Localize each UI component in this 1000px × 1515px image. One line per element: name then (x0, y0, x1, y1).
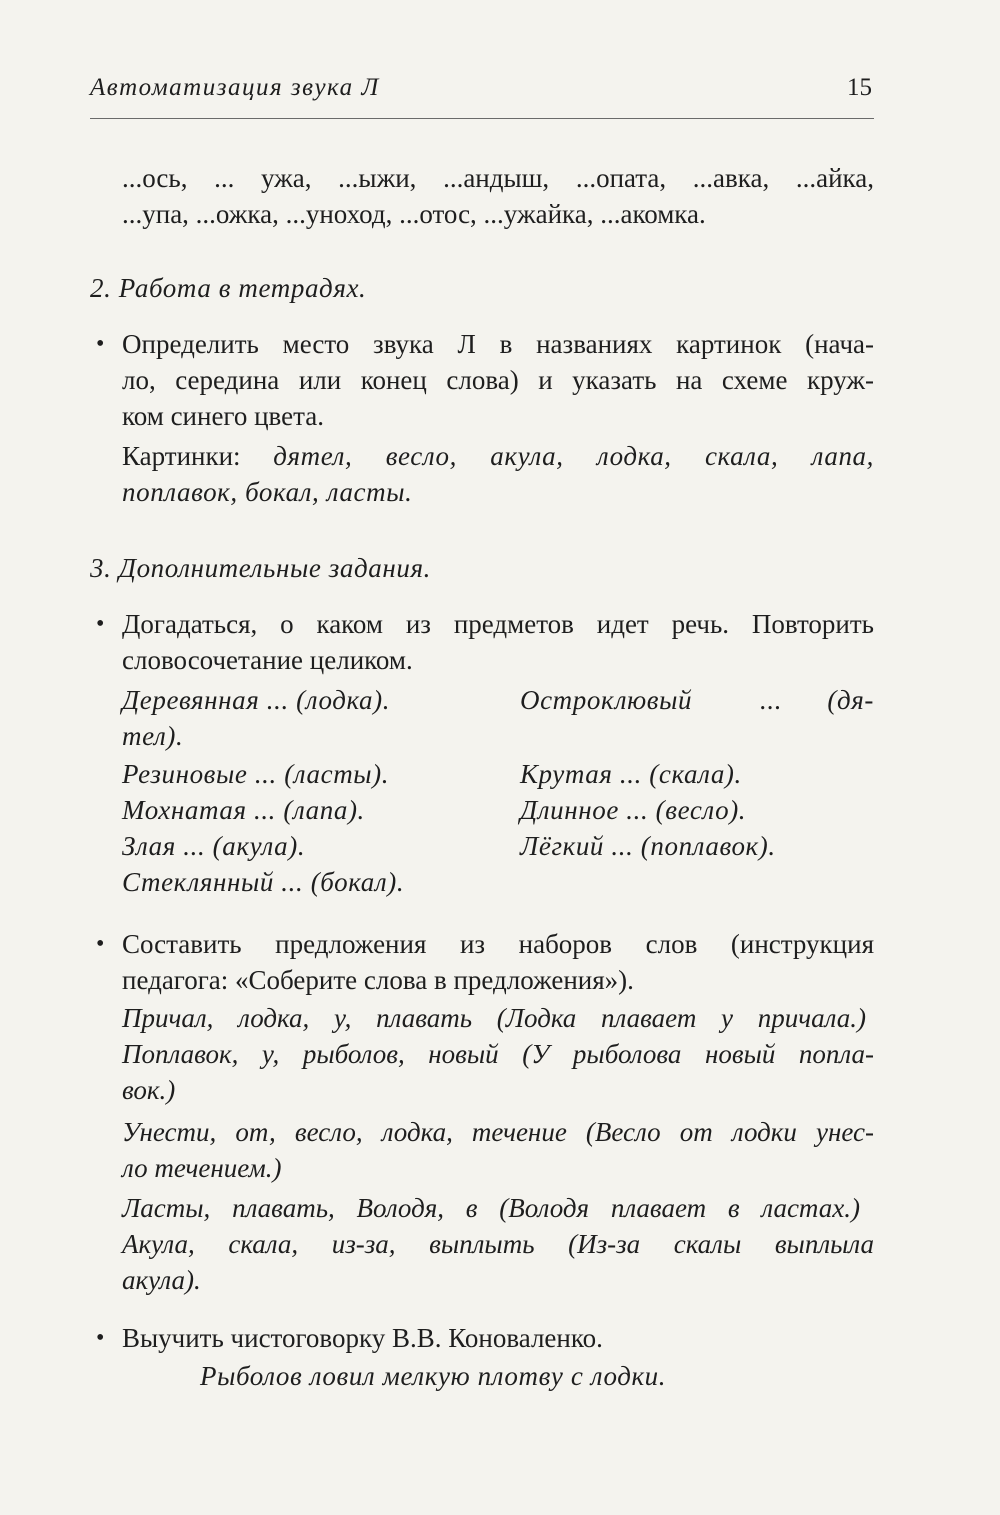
bullet-icon: • (96, 611, 105, 637)
pictures-list-1: дятел, весло, акула, лодка, скала, лапа, (273, 441, 874, 471)
task-2-line-2: педагога: «Соберите слова в предложения»). (122, 965, 634, 995)
sentence-1: Причал, лодка, у, плавать (Лодка плавает у причала.) (122, 1003, 866, 1033)
riddle-right-2: Крутая ... (скала). (520, 759, 742, 789)
bullet-icon: • (96, 331, 105, 357)
riddle-right-3: Длинное ... (весло). (520, 795, 747, 825)
sentence-5: Акула, скала, из-за, выплыть (Из-за скалы выплыла (122, 1229, 874, 1259)
riddle-left-3: Мохнатая ... (лапа). (122, 795, 365, 825)
pictures-line-2: поплавок, бокал, ласты. (122, 477, 413, 507)
riddle-right-4: Лёгкий ... (поплавок). (520, 831, 776, 861)
sentence-3: Унести, от, весло, лодка, течение (Весло от лодки унес- (122, 1117, 874, 1147)
section-2-text-2: ло, середина или конец слова) и указать на схеме круж- (122, 365, 874, 395)
header-title: Автоматизация звука Л (90, 74, 380, 101)
tongue-twister: Рыболов ловил мелкую плотву с лодки. (200, 1361, 667, 1391)
task-3-line-1: Выучить чистоговорку В.В. Коноваленко. (122, 1323, 603, 1353)
running-header (90, 74, 874, 119)
sentence-4: Ласты, плавать, Володя, в (Володя плавает в ластах.) (122, 1193, 860, 1223)
section-3-heading: 3. Дополнительные задания. (90, 553, 431, 583)
riddle-left-2: Резиновые ... (ласты). (122, 759, 390, 789)
section-2-heading: 2. Работа в тетрадях. (90, 273, 367, 303)
riddle-left-4: Злая ... (акула). (122, 831, 306, 861)
riddle-left-5: Стеклянный ... (бокал). (122, 867, 405, 897)
bullet-icon: • (96, 931, 105, 957)
bullet-icon: • (96, 1325, 105, 1351)
pictures-label: Картинки: (122, 441, 241, 471)
riddle-left-continuation: тел). (122, 721, 184, 751)
sentence-5-cont: акула). (122, 1265, 201, 1295)
riddle-right-1 (520, 682, 874, 718)
pictures-line-1 (122, 438, 874, 474)
task-2-line-1: Составить предложения из наборов слов (инструкция (122, 929, 874, 959)
task-1-line-2: словосочетание целиком. (122, 645, 413, 675)
intro-line-1: ...ось, ... ужа, ...ыжи, ...андыш, ...опата, ...авка, ...айка, (122, 163, 874, 193)
sentence-2-cont: вок.) (122, 1075, 176, 1105)
sentence-3-cont: ло течением.) (122, 1153, 282, 1183)
riddle-right-1-b: ... (760, 685, 783, 715)
riddle-right-1-a: Остроклювый (520, 685, 693, 715)
riddle-right-1-c: (дя- (827, 685, 874, 715)
task-1-line-1: Догадаться, о каком из предметов идет речь. Повторить (122, 609, 874, 639)
section-2-text-1: Определить место звука Л в названиях картинок (нача- (122, 329, 874, 359)
sentence-2: Поплавок, у, рыболов, новый (У рыболова новый попла- (122, 1039, 874, 1069)
intro-line-2: ...упа, ...ожка, ...уноход, ...отос, ...ужайка, ...акомка. (122, 199, 706, 229)
page-number: 15 (847, 74, 872, 101)
section-2-text-3: ком синего цвета. (122, 401, 324, 431)
riddle-left-1: Деревянная ... (лодка). (122, 685, 391, 715)
